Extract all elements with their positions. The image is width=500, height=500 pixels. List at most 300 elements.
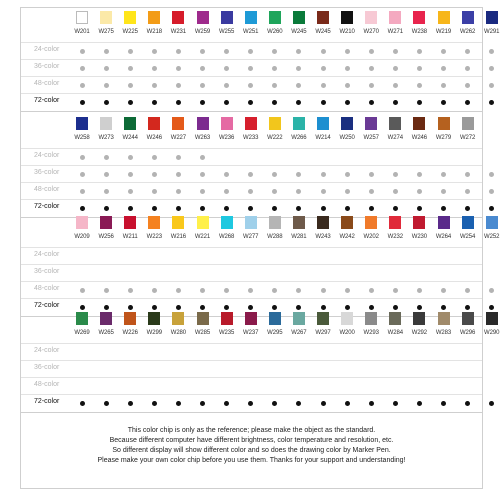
color-code: W272 [459, 135, 476, 141]
inclusion-dot [321, 83, 326, 88]
color-chip [197, 11, 209, 24]
color-block [21, 114, 482, 216]
inclusion-dot [489, 189, 494, 194]
inclusion-dot [152, 288, 157, 293]
swatch-row [21, 8, 500, 42]
inclusion-dot [489, 172, 494, 177]
set-label: 72-color [34, 203, 60, 210]
inclusion-dot [369, 172, 374, 177]
inclusion-dot [417, 172, 422, 177]
color-chip [172, 117, 184, 130]
inclusion-dot [296, 189, 301, 194]
color-chip [317, 11, 329, 24]
color-chip [221, 117, 233, 130]
color-chip [172, 216, 184, 229]
inclusion-dot [224, 206, 229, 211]
note-line: So different display will show different color and so does the drawing color by Marker Pen. [112, 447, 391, 454]
inclusion-dot [441, 401, 446, 406]
color-code: W293 [363, 330, 379, 336]
color-code: W299 [146, 330, 162, 336]
inclusion-dot [441, 189, 446, 194]
color-code: W238 [411, 29, 428, 35]
color-chip [76, 11, 88, 24]
inclusion-dot [465, 288, 470, 293]
color-chip [76, 312, 88, 325]
color-code: W219 [435, 29, 452, 35]
color-code: W246 [411, 135, 428, 141]
color-code: W283 [435, 330, 452, 336]
inclusion-dot [489, 206, 494, 211]
color-chip [269, 216, 281, 229]
color-code: W262 [459, 29, 476, 35]
set-label: 36-color [34, 364, 60, 371]
color-chip [438, 11, 450, 24]
inclusion-dot [321, 49, 326, 54]
color-code: W281 [291, 234, 307, 240]
color-code: W222 [267, 135, 283, 141]
color-code: W259 [194, 29, 211, 35]
color-chip [486, 216, 498, 229]
color-code: W233 [243, 135, 259, 141]
inclusion-dot [345, 172, 350, 177]
color-chip [124, 312, 136, 325]
inclusion-dot [489, 83, 494, 88]
set-label: 48-color [34, 381, 60, 388]
inclusion-dot [200, 100, 205, 105]
inclusion-dot [345, 189, 350, 194]
color-code: W266 [291, 135, 307, 141]
color-chip [365, 11, 377, 24]
color-chip [438, 216, 450, 229]
color-code: W290 [484, 330, 500, 336]
inclusion-dot [248, 401, 253, 406]
color-chip [269, 11, 281, 24]
color-chip [245, 11, 257, 24]
inclusion-dot [80, 189, 85, 194]
inclusion-dot [393, 189, 398, 194]
inclusion-dot [296, 83, 301, 88]
inclusion-dot [200, 66, 205, 71]
inclusion-dot [296, 401, 301, 406]
inclusion-dot [128, 288, 133, 293]
color-chip [172, 312, 184, 325]
color-code: W258 [74, 135, 90, 141]
inclusion-dot [489, 401, 494, 406]
inclusion-dot [393, 206, 398, 211]
color-chip [76, 117, 88, 130]
inclusion-dot [80, 172, 85, 177]
inclusion-dot [465, 83, 470, 88]
inclusion-dot [176, 189, 181, 194]
inclusion-dot [152, 401, 157, 406]
inclusion-dot [441, 206, 446, 211]
inclusion-dot [345, 49, 350, 54]
color-chip [317, 216, 329, 229]
color-chip [100, 117, 112, 130]
inclusion-dot [80, 401, 85, 406]
color-code: W257 [363, 135, 379, 141]
inclusion-dot [272, 49, 277, 54]
color-code: W277 [243, 234, 259, 240]
inclusion-dot [441, 49, 446, 54]
inclusion-dot [152, 83, 157, 88]
inclusion-dot [393, 100, 398, 105]
inclusion-dot [224, 172, 229, 177]
inclusion-dot [417, 49, 422, 54]
inclusion-dot [104, 288, 109, 293]
inclusion-dot [104, 206, 109, 211]
swatch-row [21, 309, 500, 343]
color-code: W251 [243, 29, 259, 35]
color-code: W237 [243, 330, 259, 336]
inclusion-dot [248, 49, 253, 54]
color-code: W230 [411, 234, 428, 240]
set-row [21, 93, 482, 112]
inclusion-dot [417, 288, 422, 293]
color-chart-frame [20, 7, 500, 489]
set-label: 48-color [34, 80, 60, 87]
inclusion-dot [465, 49, 470, 54]
color-code: W250 [339, 135, 355, 141]
inclusion-dot [152, 172, 157, 177]
inclusion-dot [80, 66, 85, 71]
inclusion-dot [248, 189, 253, 194]
color-code: W268 [218, 234, 235, 240]
inclusion-dot [369, 66, 374, 71]
set-row [21, 343, 482, 361]
inclusion-dot [200, 49, 205, 54]
inclusion-dot [272, 172, 277, 177]
inclusion-dot [369, 83, 374, 88]
inclusion-dot [393, 83, 398, 88]
color-code: W227 [170, 135, 187, 141]
color-block [21, 8, 500, 110]
inclusion-dot [248, 288, 253, 293]
inclusion-dot [224, 49, 229, 54]
inclusion-dot [200, 206, 205, 211]
color-chip [269, 312, 281, 325]
inclusion-dot [345, 83, 350, 88]
color-chip [76, 216, 88, 229]
inclusion-dot [441, 66, 446, 71]
inclusion-dot [128, 401, 133, 406]
inclusion-dot [200, 172, 205, 177]
color-code: W265 [98, 330, 114, 336]
inclusion-dot [104, 100, 109, 105]
inclusion-dot [441, 288, 446, 293]
inclusion-dot [248, 100, 253, 105]
color-block [21, 309, 500, 411]
color-chip [389, 117, 401, 130]
color-chip [124, 11, 136, 24]
color-code: W211 [122, 234, 138, 240]
inclusion-dot [417, 189, 422, 194]
set-label: 36-color [34, 63, 60, 70]
set-label: 24-color [34, 347, 60, 354]
color-chip [293, 216, 305, 229]
color-code: W273 [98, 135, 114, 141]
inclusion-dot [272, 189, 277, 194]
color-chip [148, 117, 160, 130]
color-code: W270 [363, 29, 379, 35]
color-code: W263 [194, 135, 211, 141]
inclusion-dot [296, 66, 301, 71]
set-label: 36-color [34, 268, 60, 275]
inclusion-dot [104, 189, 109, 194]
inclusion-dot [272, 206, 277, 211]
color-code: W218 [146, 29, 162, 35]
inclusion-dot [393, 49, 398, 54]
inclusion-dot [272, 401, 277, 406]
inclusion-dot [80, 155, 85, 160]
color-chip [365, 312, 377, 325]
inclusion-dot [152, 66, 157, 71]
color-chip [413, 117, 425, 130]
inclusion-dot [200, 288, 205, 293]
color-chip [341, 312, 353, 325]
color-code: W295 [267, 330, 283, 336]
color-chip [413, 216, 425, 229]
color-code: W271 [387, 29, 403, 35]
swatch-row [21, 213, 500, 247]
color-code: W285 [194, 330, 211, 336]
inclusion-dot [393, 172, 398, 177]
color-chip [413, 11, 425, 24]
set-row [21, 377, 482, 395]
color-code: W296 [459, 330, 476, 336]
color-code: W292 [411, 330, 428, 336]
inclusion-dot [465, 401, 470, 406]
set-row [21, 76, 482, 94]
inclusion-dot [345, 66, 350, 71]
inclusion-dot [489, 66, 494, 71]
color-chip [197, 312, 209, 325]
inclusion-dot [176, 401, 181, 406]
color-chip [245, 312, 257, 325]
color-chip [389, 11, 401, 24]
color-code: W297 [315, 330, 331, 336]
inclusion-dot [272, 288, 277, 293]
inclusion-dot [152, 189, 157, 194]
color-code: W235 [218, 330, 235, 336]
color-code: W226 [122, 330, 138, 336]
color-code: W221 [194, 234, 211, 240]
inclusion-dot [465, 172, 470, 177]
inclusion-dot [417, 206, 422, 211]
set-label: 48-color [34, 186, 60, 193]
inclusion-dot [128, 189, 133, 194]
inclusion-dot [369, 401, 374, 406]
inclusion-dot [321, 288, 326, 293]
set-label: 36-color [34, 169, 60, 176]
color-code: W231 [170, 29, 187, 35]
color-chip [245, 117, 257, 130]
inclusion-dot [104, 155, 109, 160]
set-label: 24-color [34, 46, 60, 53]
color-chip [148, 216, 160, 229]
inclusion-dot [80, 83, 85, 88]
color-chip [100, 216, 112, 229]
inclusion-dot [128, 206, 133, 211]
inclusion-dot [296, 49, 301, 54]
set-row [21, 182, 482, 200]
inclusion-dot [441, 83, 446, 88]
color-code: W246 [146, 135, 162, 141]
inclusion-dot [224, 288, 229, 293]
inclusion-dot [417, 66, 422, 71]
color-chip [341, 11, 353, 24]
color-chip [221, 11, 233, 24]
inclusion-dot [393, 288, 398, 293]
inclusion-dot [465, 206, 470, 211]
color-code: W245 [291, 29, 307, 35]
inclusion-dot [393, 66, 398, 71]
note-line: This color chip is only as the reference; please make the object as the standard. [127, 427, 376, 434]
color-code: W209 [74, 234, 90, 240]
inclusion-dot [176, 83, 181, 88]
inclusion-dot [176, 100, 181, 105]
color-chip [486, 312, 498, 325]
color-chip [148, 312, 160, 325]
color-code: W225 [122, 29, 138, 35]
color-code: W274 [387, 135, 403, 141]
color-code: W201 [74, 29, 90, 35]
inclusion-dot [465, 66, 470, 71]
inclusion-dot [465, 100, 470, 105]
color-code: W254 [459, 234, 476, 240]
inclusion-dot [369, 49, 374, 54]
color-chip [317, 117, 329, 130]
set-label: 24-color [34, 251, 60, 258]
color-chip [124, 216, 136, 229]
color-chip [462, 11, 474, 24]
inclusion-dot [417, 100, 422, 105]
inclusion-dot [272, 100, 277, 105]
inclusion-dot [104, 401, 109, 406]
inclusion-dot [224, 401, 229, 406]
color-chip [100, 312, 112, 325]
color-chip [293, 117, 305, 130]
color-chip [293, 312, 305, 325]
inclusion-dot [200, 83, 205, 88]
swatch-row [21, 114, 482, 148]
inclusion-dot [417, 83, 422, 88]
inclusion-dot [128, 172, 133, 177]
color-code: W243 [315, 234, 331, 240]
color-code: W216 [170, 234, 187, 240]
inclusion-dot [176, 172, 181, 177]
color-chip [486, 11, 498, 24]
color-chip [341, 216, 353, 229]
inclusion-dot [321, 189, 326, 194]
set-label: 24-color [34, 152, 60, 159]
inclusion-dot [321, 172, 326, 177]
inclusion-dot [345, 401, 350, 406]
color-code: W284 [387, 330, 403, 336]
color-chip [317, 312, 329, 325]
color-code: W269 [74, 330, 90, 336]
color-chip [100, 11, 112, 24]
inclusion-dot [128, 49, 133, 54]
inclusion-dot [296, 172, 301, 177]
color-chip [462, 312, 474, 325]
inclusion-dot [489, 288, 494, 293]
inclusion-dot [80, 288, 85, 293]
color-chip [197, 216, 209, 229]
color-code: W288 [267, 234, 283, 240]
inclusion-dot [128, 155, 133, 160]
color-code: W210 [339, 29, 355, 35]
color-code: W202 [363, 234, 379, 240]
color-chip [172, 11, 184, 24]
inclusion-dot [176, 49, 181, 54]
inclusion-dot [369, 100, 374, 105]
set-row [21, 165, 482, 183]
color-chip [462, 216, 474, 229]
color-code: W267 [291, 330, 307, 336]
color-chip [221, 312, 233, 325]
color-code: W245 [315, 29, 331, 35]
set-label: 72-color [34, 398, 60, 405]
color-chip [389, 216, 401, 229]
color-code: W264 [435, 234, 452, 240]
inclusion-dot [224, 83, 229, 88]
inclusion-dot [104, 172, 109, 177]
color-code: W242 [339, 234, 355, 240]
color-chip [124, 117, 136, 130]
inclusion-dot [272, 83, 277, 88]
inclusion-dot [369, 206, 374, 211]
inclusion-dot [176, 66, 181, 71]
color-code: W275 [98, 29, 114, 35]
color-chip [462, 117, 474, 130]
inclusion-dot [128, 83, 133, 88]
inclusion-dot [441, 172, 446, 177]
inclusion-dot [152, 100, 157, 105]
inclusion-dot [176, 206, 181, 211]
inclusion-dot [248, 66, 253, 71]
inclusion-dot [152, 155, 157, 160]
inclusion-dot [104, 83, 109, 88]
color-code: W236 [218, 135, 235, 141]
inclusion-dot [441, 100, 446, 105]
set-row [21, 394, 482, 413]
color-chip [269, 117, 281, 130]
inclusion-dot [104, 66, 109, 71]
inclusion-dot [321, 206, 326, 211]
set-row [21, 264, 482, 282]
set-row [21, 59, 482, 77]
note-line: Please make your own color chip before you use them. Thanks for your support and understanding! [97, 457, 406, 464]
inclusion-dot [80, 49, 85, 54]
set-row [21, 148, 482, 166]
inclusion-dot [393, 401, 398, 406]
inclusion-dot [224, 100, 229, 105]
inclusion-dot [176, 288, 181, 293]
inclusion-dot [345, 288, 350, 293]
inclusion-dot [465, 189, 470, 194]
inclusion-dot [224, 189, 229, 194]
color-code: W260 [267, 29, 283, 35]
inclusion-dot [345, 100, 350, 105]
set-row [21, 281, 482, 299]
inclusion-dot [369, 288, 374, 293]
color-chip [341, 117, 353, 130]
set-row [21, 360, 482, 378]
color-code: W244 [122, 135, 138, 141]
inclusion-dot [321, 401, 326, 406]
color-chip [293, 11, 305, 24]
